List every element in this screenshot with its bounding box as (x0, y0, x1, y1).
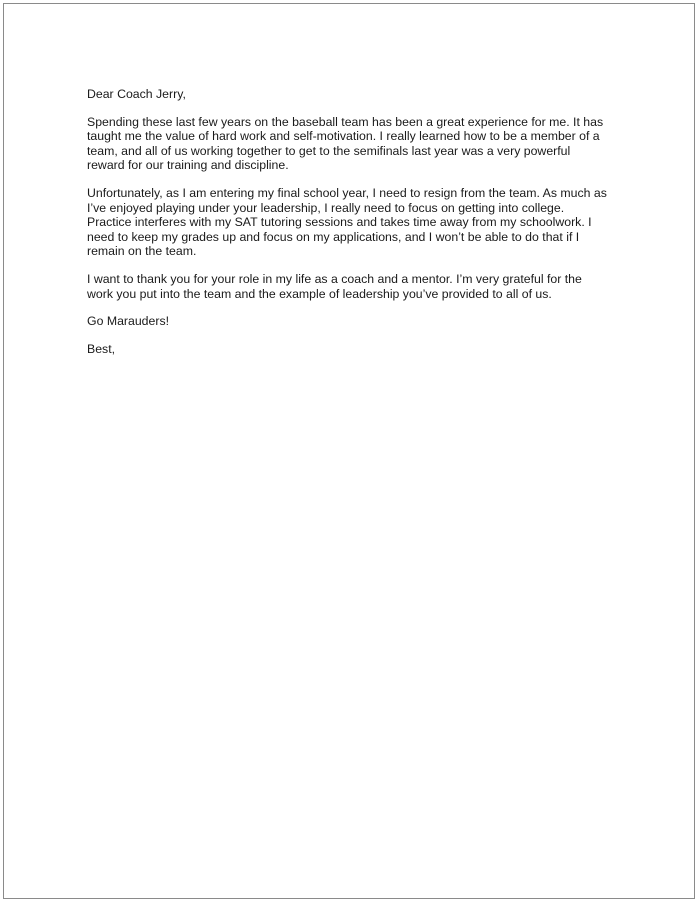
text-line: I’ve enjoyed playing under your leadership, I really need to focus on getting into college. (87, 200, 565, 215)
sign-off-line: Go Marauders! (87, 314, 170, 329)
text-line: reward for our training and discipline. (87, 158, 289, 173)
text-line: work you put into the team and the example of leadership you’ve provided to all of us. (87, 286, 552, 301)
text-line: remain on the team. (87, 244, 197, 259)
text-line: taught me the value of hard work and self-motivation. I really learned how to be a member of a (87, 129, 600, 144)
paragraph-thanks (87, 272, 622, 301)
text-line: Practice interferes with my SAT tutoring sessions and takes time away from my schoolwork. I (87, 215, 592, 230)
text-line: Spending these last few years on the baseball team has been a great experience for me. It has (87, 114, 604, 129)
text-line: Unfortunately, as I am entering my final school year, I need to resign from the team. As much as (87, 185, 607, 200)
salutation (87, 87, 622, 102)
letter-body (87, 87, 622, 369)
paragraph-experience (87, 115, 622, 173)
closing-line: Best, (87, 341, 116, 356)
document-page (3, 3, 695, 899)
text-line: need to keep my grades up and focus on my applications, and I won’t be able to do that if I (87, 229, 580, 244)
text-line: I want to thank you for your role in my life as a coach and a mentor. I’m very grateful for the (87, 271, 582, 286)
sign-off (87, 314, 622, 329)
paragraph-resignation (87, 186, 622, 259)
text-line: team, and all of us working together to get to the semifinals last year was a very powerful (87, 143, 571, 158)
salutation-line: Dear Coach Jerry, (87, 87, 186, 101)
closing (87, 342, 622, 357)
